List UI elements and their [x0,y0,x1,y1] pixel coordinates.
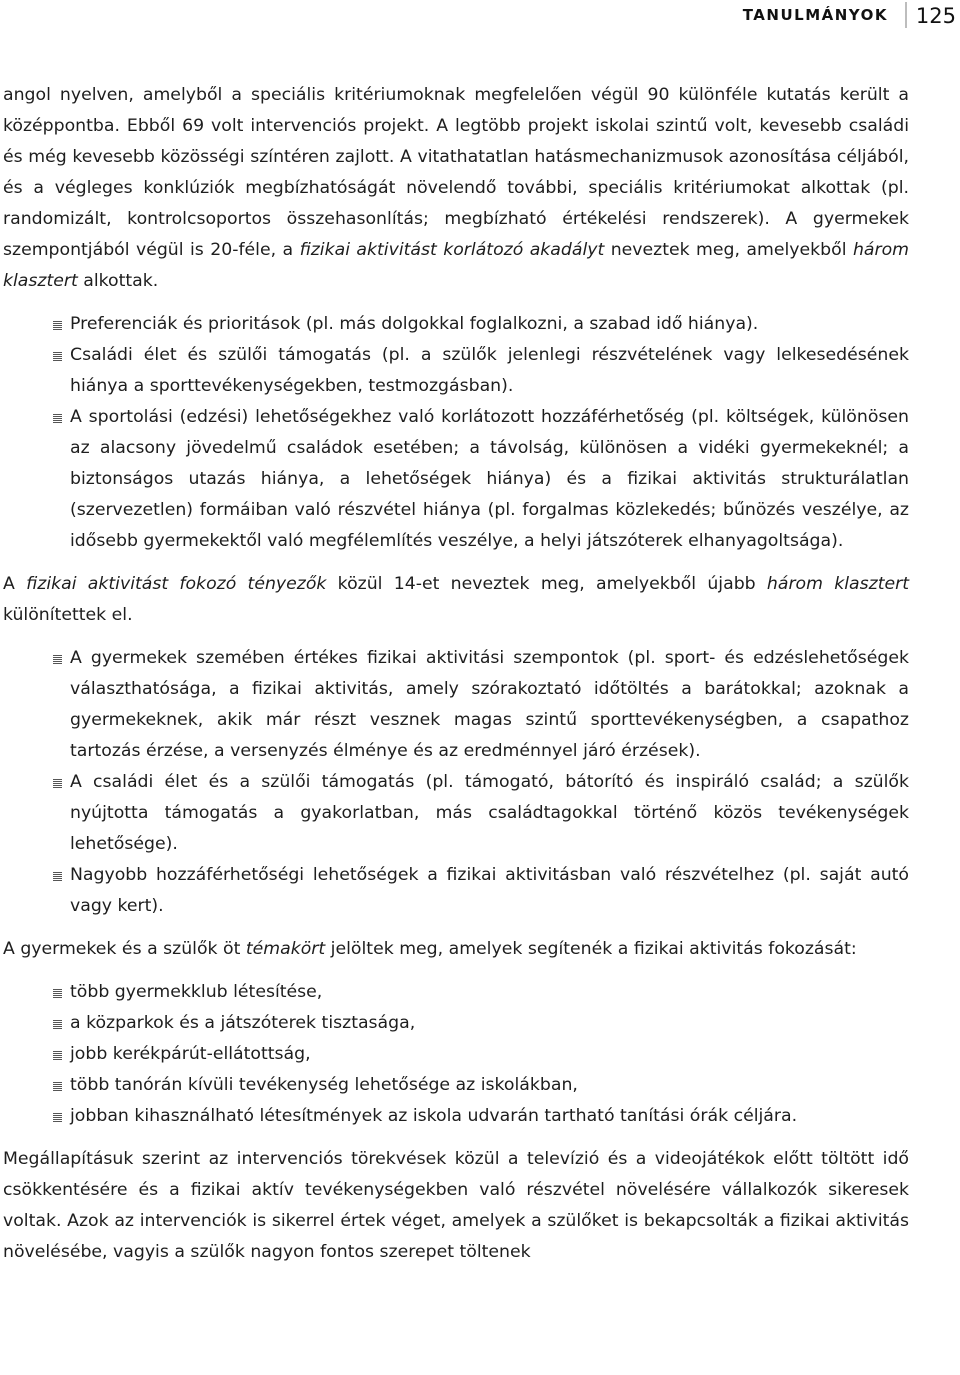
article-body [3,80,909,1268]
paragraph-2: A fizikai aktivitást fokozó tényezők közül 14-et neveztek meg, amelyekből újabb három klasztert különítettek el. [3,574,909,625]
emphasis: fizikai aktivitást fokozó tényezők [26,574,327,594]
list-item: Preferenciák és prioritások (pl. más dolgokkal foglalkozni, a szabad idő hiánya). [3,309,909,340]
bullet-icon [53,872,62,881]
list-item: A gyermekek szemében értékes fizikai aktivitási szempontok (pl. sport- és edzéslehetőségek választhatósága, a fizikai aktivitás, amely szórakoztató időtöltés a barátokkal; azoknak a gyermekeknek, akik már részt vesznek magas szintű sporttevékenységben, a csapathoz tartozás érzése, a versenyzés élménye és az eredménnyel járó érzések). [3,643,909,767]
list-item: jobb kerékpárút-ellátottság, [3,1039,909,1070]
bullet-icon [53,414,62,423]
list-item: a közparkok és a játszóterek tisztasága, [3,1008,909,1039]
running-head: TANULMÁNYOK [742,6,888,24]
paragraph-4: Megállapításuk szerint az intervenciós törekvések közül a televízió és a videojátékok előtt töltött idő csökkentésére és a fizikai aktív tevékenységekben való részvétel növelésére vállalkozók sikeresek voltak. Azok az intervenciók is sikerrel értek véget, amelyek a szülőket is bekapcsolták a fizikai aktivitás növelésébe, vagyis a szülők nagyon fontos szerepet töltenek [3,1149,909,1262]
list-item: több gyermekklub létesítése, [3,977,909,1008]
list-item: A családi élet és a szülői támogatás (pl. támogató, bátorító és inspiráló család; a szülők nyújtotta támogatás a gyakorlatban, más családtagokkal történő közös tevékenységek lehetősége). [3,767,909,860]
page-number: 125 [915,4,956,28]
list-item: Családi élet és szülői támogatás (pl. a szülők jelenlegi részvételének vagy lelkesedésének hiánya a sporttevékenységekben, testmozgásban). [3,340,909,402]
list-item: Nagyobb hozzáférhetőségi lehetőségek a fizikai aktivitásban való részvételhez (pl. saját autó vagy kert). [3,860,909,922]
bullet-icon [53,1020,62,1029]
list-item: A sportolási (edzési) lehetőségekhez való korlátozott hozzáférhetőség (pl. költségek, különösen az alacsony jövedelmű családok esetében; a távolság, különösen a vidéki gyermekeknél; a biztonságos utazás hiánya, a lehetőségek hiánya) és a fizikai aktivitás strukturálatlan (szervezetlen) formáiban való részvétel hiánya (pl. forgalmas közlekedés; bűnözés veszélye, az idősebb gyermekektől való megfélemlítés veszélye, a helyi játszóterek elhanyagoltsága). [3,402,909,557]
bullet-icon [53,655,62,664]
bullet-icon [53,1082,62,1091]
barriers-list [3,309,909,557]
themes-list [3,977,909,1132]
header-divider [905,2,907,28]
bullet-icon [53,779,62,788]
list-item: több tanórán kívüli tevékenység lehetősége az iskolákban, [3,1070,909,1101]
bullet-icon [53,989,62,998]
emphasis: három klasztert [3,240,909,291]
bullet-icon [53,321,62,330]
paragraph-3: A gyermekek és a szülők öt témakört jelöltek meg, amelyek segítenék a fizikai aktivitás fokozását: [3,939,857,959]
emphasis: fizikai aktivitást korlátozó akadályt [299,240,605,260]
emphasis: témakört [245,939,326,959]
paragraph-1: angol nyelven, amelyből a speciális kritériumoknak megfelelően végül 90 különféle kutatás került a középpontba. Ebből 69 volt intervenciós projekt. A legtöbb projekt iskolai szintű volt, kevesebb családi és még kevesebb közösségi színtéren zajlott. A vitathatatlan hatásmechanizmusok azonosítása céljából, és a végleges konklúziók megbízhatóságát növelendő további, speciális kritériumokat alkottak (pl. randomizált, kontrolcsoportos összehasonlítás; megbízható értékelési rendszerek). A gyermekek szempontjából végül is 20-féle, a fizikai aktivitást korlátozó akadályt neveztek meg, amelyekből három klasztert alkottak. [3,85,909,291]
page-header [0,0,960,40]
bullet-icon [53,1113,62,1122]
bullet-icon [53,352,62,361]
list-item: jobban kihasználható létesítmények az iskola udvarán tartható tanítási órák céljára. [3,1101,909,1132]
enablers-list [3,643,909,922]
bullet-icon [53,1051,62,1060]
emphasis: három klasztert [766,574,909,594]
